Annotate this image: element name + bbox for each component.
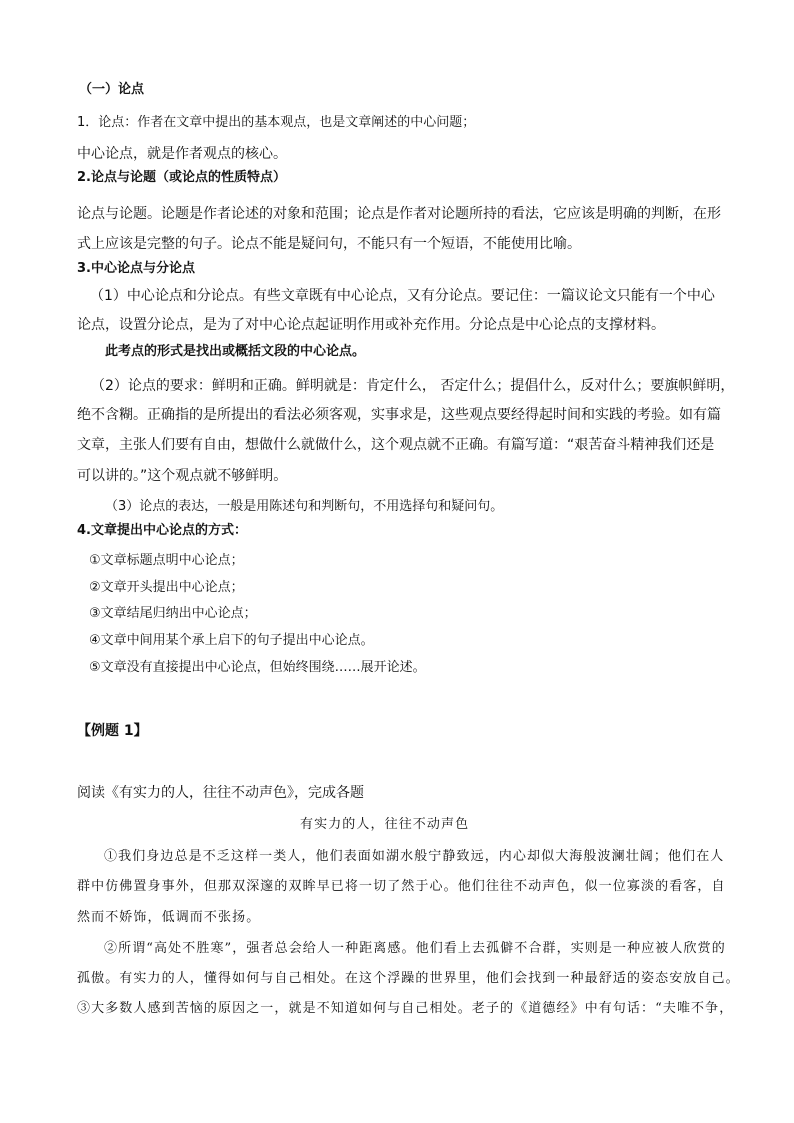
- example-label: 【例题 1】: [77, 723, 148, 739]
- article-paragraph-2-line-1: ②所谓“高处不胜寒”，强者总会给人一种距离感。他们看上去孤僻不合群，实则是一种应被人欣赏的: [104, 941, 726, 956]
- requirements-paragraph-line-3: 文章，主张人们要有自由，想做什么就做什么，这个观点就不正确。有篇写道：“艰苦奋斗精神我们还是: [77, 437, 715, 453]
- point-definition-line-2: 中心论点，就是作者观点的核心。: [77, 146, 287, 162]
- article-paragraph-1-line-3: 然而不娇饰，低调而不张扬。: [77, 910, 261, 925]
- article-paragraph-1-line-2: 群中仿佛置身事外，但那双深邃的双眸早已将一切了然于心。他们往往不动声色，似一位寡淡的看客，自: [77, 879, 726, 894]
- point-definition-line-1: 1．论点：作者在文章中提出的基本观点，也是文章阐述的中心问题；: [77, 115, 476, 130]
- central-points-paragraph-line-2: 论点，设置分论点，是为了对中心论点起证明作用或补充作用。分论点是中心论点的支撑材料。: [77, 317, 665, 333]
- article-paragraph-1-line-1: ①我们身边总是不乏这样一类人，他们表面如湖水般宁静致远，内心却似大海般波澜壮阔；他们在人: [104, 849, 725, 864]
- expression-paragraph: （3）论点的表达，一般是用陈述句和判断句，不用选择句和疑问句。: [105, 499, 504, 514]
- central-points-paragraph-line-1: （1）中心论点和分论点。有些文章既有中心论点，又有分论点。要记住：一篇议论文只能有一个中心: [90, 288, 715, 304]
- article-paragraph-3-line-1: ③大多数人感到苦恼的原因之一，就是不知道如何与自己相处。老子的《道德经》中有句话：“夫唯不争，: [77, 1001, 734, 1016]
- subheading-central-and-sub-points: 3.中心论点与分论点: [77, 261, 195, 276]
- exam-point-emphasis: 此考点的形式是找出或概括文段的中心论点。: [105, 344, 366, 359]
- requirements-paragraph-line-1: （2）论点的要求：鲜明和正确。鲜明就是：肯定什么， 否定什么；提倡什么，反对什么；要旗帜鲜明，: [91, 378, 735, 394]
- requirements-paragraph-line-2: 绝不含糊。正确指的是所提出的看法必须客观，实事求是，这些观点要经得起时间和实践的考验。如有篇: [77, 407, 721, 423]
- method-item: ④文章中间用某个承上启下的句子提出中心论点。: [89, 633, 374, 648]
- section-heading: （一）论点: [79, 82, 145, 97]
- requirements-paragraph-line-4: 可以讲的。”这个观点就不够鲜明。: [77, 468, 288, 484]
- point-vs-topic-line-2: 式上应该是完整的句子。论点不能是疑问句，不能只有一个短语，不能使用比喻。: [77, 236, 581, 252]
- example-instruction: 阅读《有实力的人，往往不动声色》，完成各题: [77, 785, 364, 801]
- article-paragraph-2-line-2: 孤傲。有实力的人，懂得如何与自己相处。在这个浮躁的世界里，他们会找到一种最舒适的姿态安放自己。: [77, 971, 740, 986]
- subheading-methods: 4.文章提出中心论点的方式：: [77, 523, 247, 538]
- method-item: ②文章开头提出中心论点；: [89, 580, 244, 595]
- method-item: ⑤文章没有直接提出中心论点，但始终围绕……展开论述。: [89, 660, 426, 675]
- article-title: 有实力的人，往往不动声色: [300, 817, 470, 832]
- subheading-point-vs-topic: 2.论点与论题（或论点的性质特点）: [77, 170, 286, 185]
- method-item: ①文章标题点明中心论点；: [89, 553, 244, 568]
- method-item: ③文章结尾归纳出中心论点；: [89, 606, 257, 621]
- point-vs-topic-line-1: 论点与论题。论题是作者论述的对象和范围；论点是作者对论题所持的看法，它应该是明确的判断，在形: [77, 206, 721, 222]
